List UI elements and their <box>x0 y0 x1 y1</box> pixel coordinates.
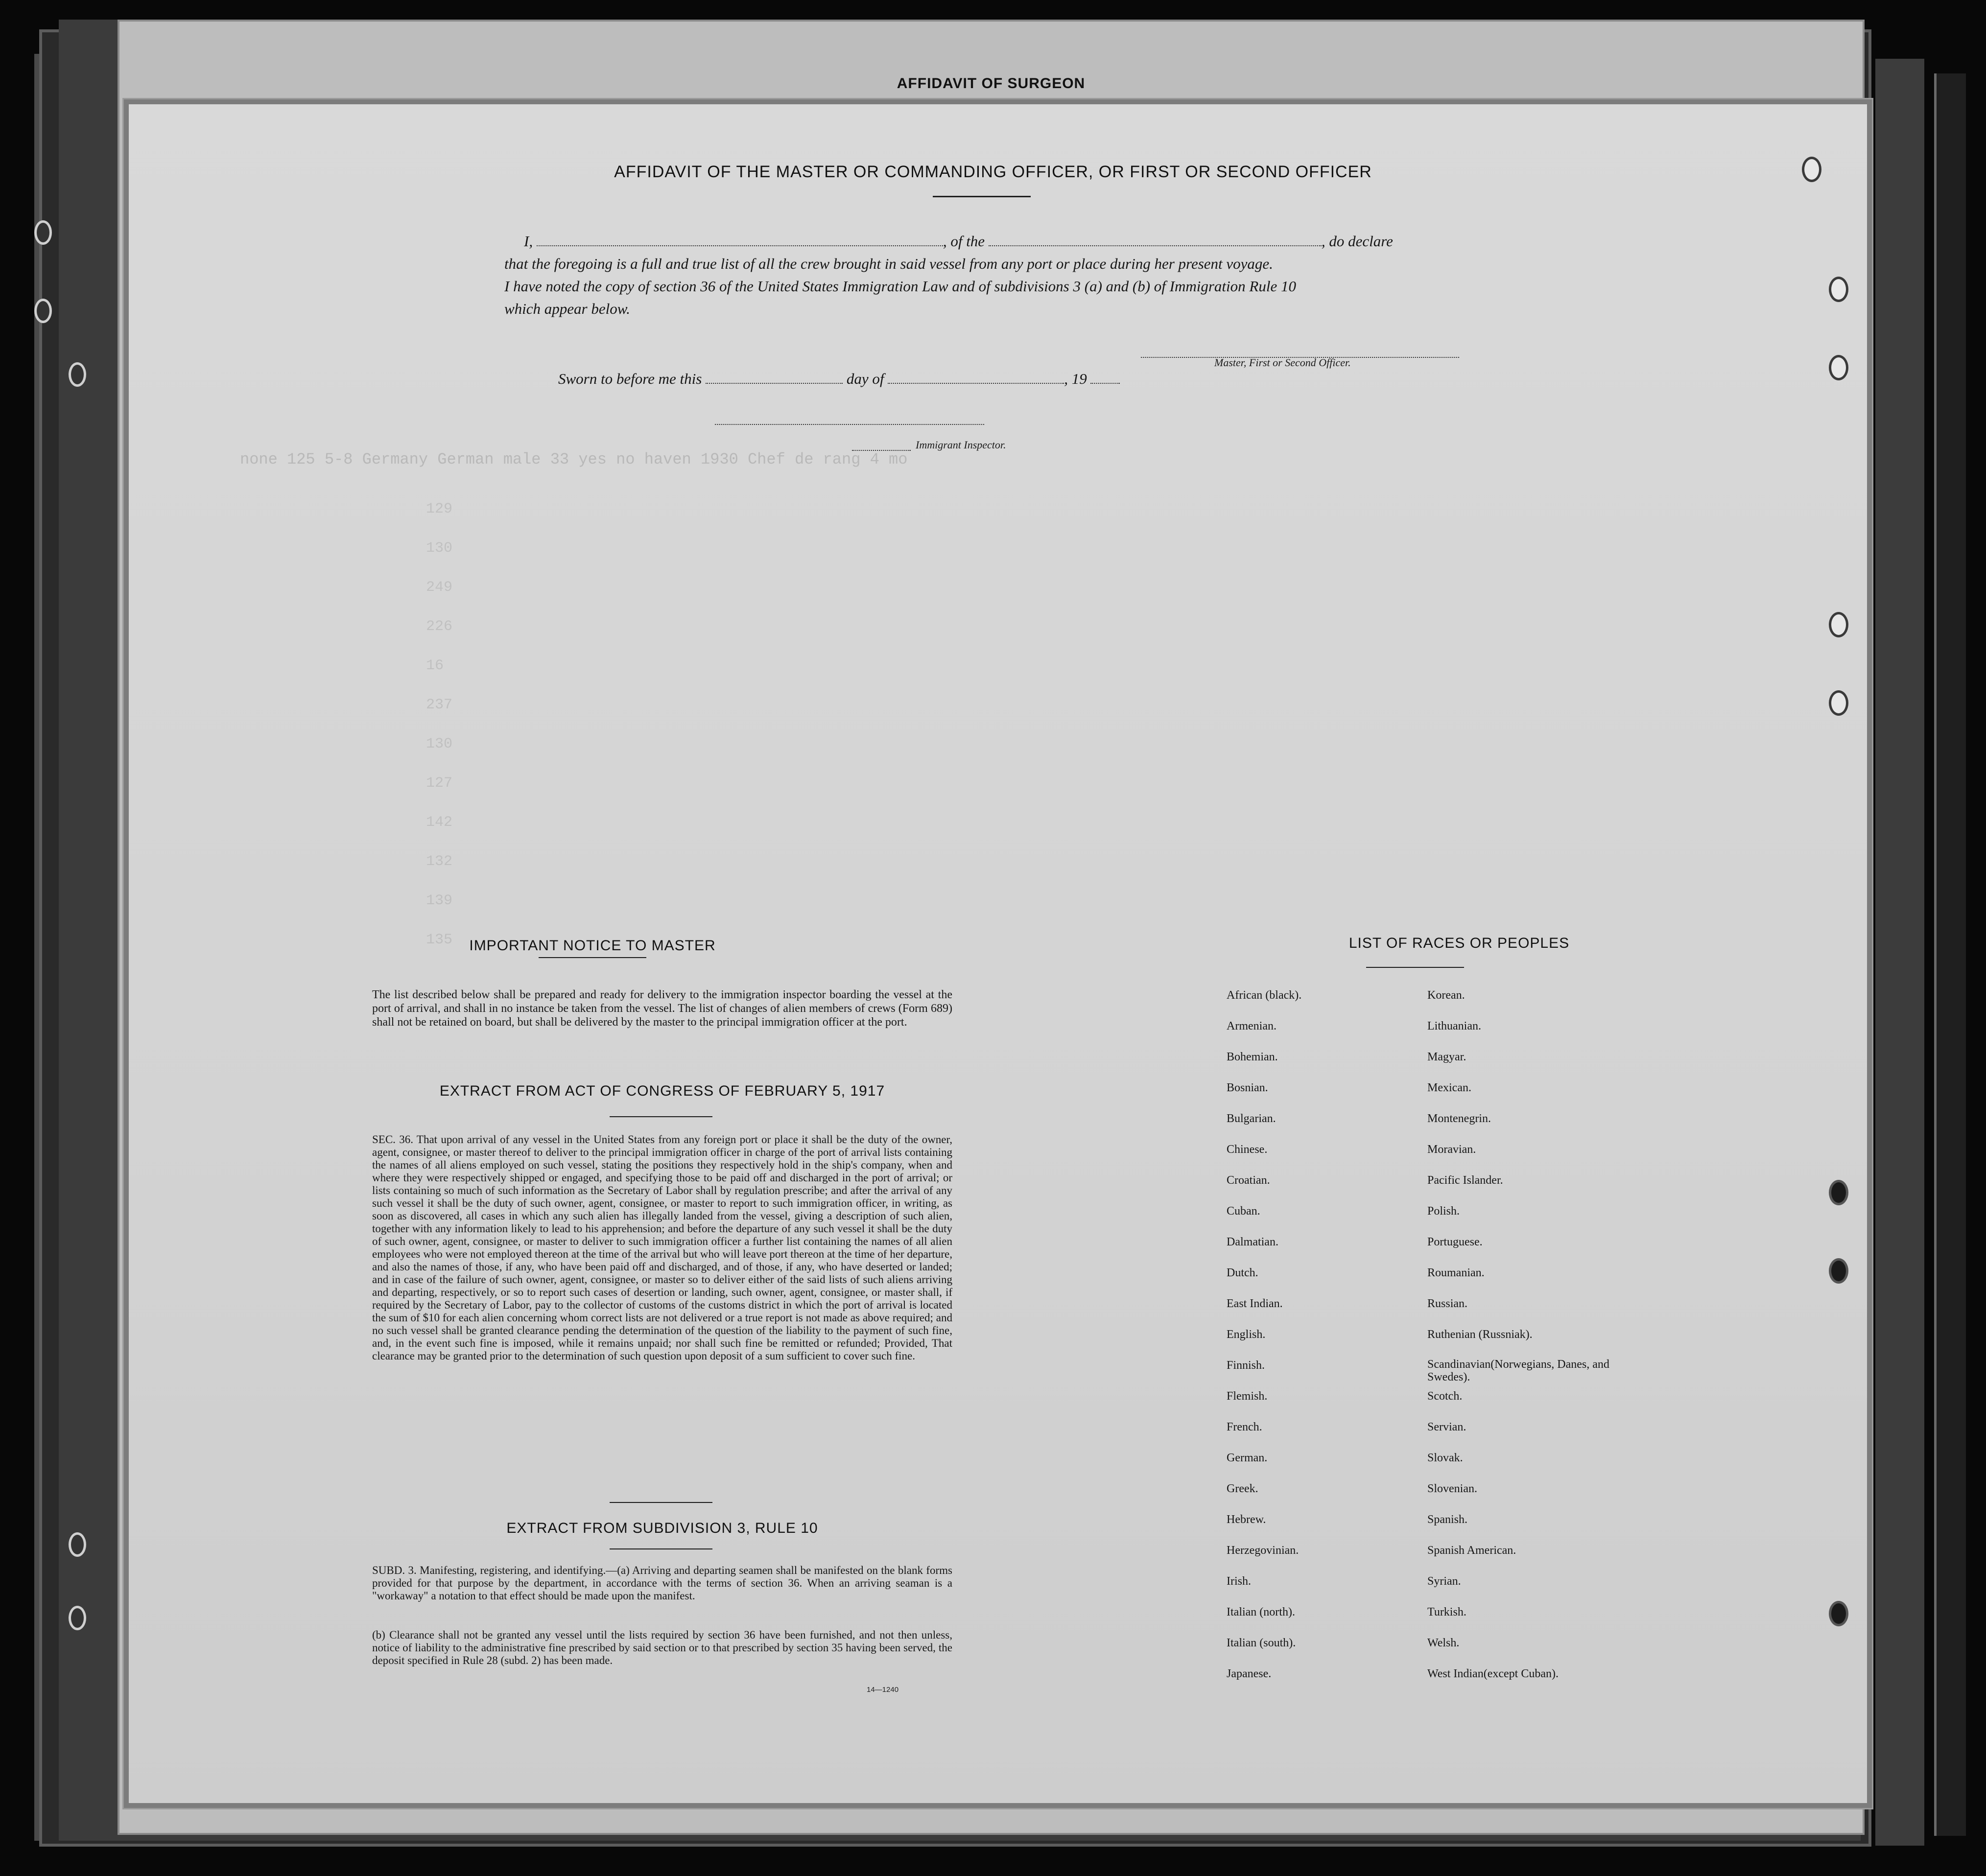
race-item: Syrian. <box>1427 1575 1461 1588</box>
race-item: Montenegrin. <box>1427 1112 1491 1125</box>
punch-hole-icon <box>1829 1180 1848 1205</box>
race-item: Scandinavian(Norwegians, Danes, and Swedes). <box>1427 1358 1609 1384</box>
right-page-edge <box>1875 59 1924 1846</box>
race-item: Russian. <box>1427 1297 1468 1310</box>
inspector-signature-field[interactable] <box>715 412 984 425</box>
race-item: Bosnian. <box>1227 1081 1268 1094</box>
races-right-column <box>1427 988 1633 1697</box>
affidavit-body <box>504 230 1474 320</box>
extract-rule-title: EXTRACT FROM SUBDIVISION 3, RULE 10 <box>506 1520 818 1536</box>
punch-hole-icon <box>1829 1258 1848 1284</box>
race-item: Japanese. <box>1227 1667 1272 1680</box>
master-signature-caption: Master, First or Second Officer. <box>1214 356 1351 369</box>
extract-act-title: EXTRACT FROM ACT OF CONGRESS OF FEBRUARY 5, 1917 <box>439 1083 885 1099</box>
bleed-number: 237 <box>426 697 453 713</box>
affidavit-do-declare: , do declare <box>1321 233 1393 250</box>
bleed-through-numbers <box>426 490 524 960</box>
sworn-month-field[interactable] <box>888 371 1064 384</box>
bleed-number: 135 <box>426 932 453 948</box>
punch-hole-icon <box>1829 277 1848 302</box>
punch-hole-icon <box>1829 1601 1848 1626</box>
affidavit-line-1 <box>504 230 1474 253</box>
inspector-caption: Immigrant Inspector. <box>916 439 1006 451</box>
race-item: Spanish American. <box>1427 1544 1516 1557</box>
bleed-number: 142 <box>426 814 453 831</box>
bleed-number: 130 <box>426 736 453 752</box>
important-notice-title: IMPORTANT NOTICE TO MASTER <box>469 938 716 954</box>
race-item: Italian (south). <box>1227 1637 1296 1649</box>
inspector-short-field[interactable] <box>852 438 911 451</box>
race-item: Italian (north). <box>1227 1606 1295 1618</box>
affidavit-line-4: which appear below. <box>504 300 630 317</box>
sworn-year-prefix: , 19 <box>1064 370 1087 387</box>
important-notice-body: The list described below shall be prepared and ready for delivery to the immigration inspector boarding the vessel at the port of arrival, and shall in no instance be taken from the vessel. The list of changes of alien members of crews (Form 689) shall not be retained on board, but shall be delivered by the master to the principal immigration officer at the port. <box>372 988 952 1029</box>
notice-divider <box>539 957 646 958</box>
race-item: Bulgarian. <box>1227 1112 1276 1125</box>
rule-top-divider <box>610 1502 712 1503</box>
binder-hole-icon <box>69 1532 86 1557</box>
race-item: East Indian. <box>1227 1297 1283 1310</box>
binder-hole-icon <box>69 362 86 387</box>
race-item: Korean. <box>1427 989 1465 1002</box>
sworn-line <box>558 370 1120 388</box>
race-item: Bohemian. <box>1227 1051 1278 1063</box>
vessel-name-field[interactable] <box>989 234 1322 246</box>
race-item: African (black). <box>1227 989 1302 1002</box>
surgeon-affidavit-heading: AFFIDAVIT OF SURGEON <box>897 75 1086 92</box>
extract-rule-para-a: SUBD. 3. Manifesting, registering, and identifying.—(a) Arriving and departing seamen shall be manifested on the blank forms provided for that purpose by the department, in accordance with the terms of section 36. When an arriving seaman is a "workaway" a notation to that effect should be made upon the manifest. <box>372 1564 952 1602</box>
race-item: Greek. <box>1227 1482 1258 1495</box>
bleed-number: 129 <box>426 501 453 517</box>
binder-hole-icon <box>69 1606 86 1630</box>
race-item: Croatian. <box>1227 1174 1270 1187</box>
bleed-through-row: none 125 5-8 Germany German male 33 yes no haven 1930 Chef de rang 4 mo <box>240 450 908 469</box>
races-left-column <box>1227 988 1413 1697</box>
affidavit-line-3: I have noted the copy of section 36 of the United States Immigration Law and of subdivisions 3 (a) and (b) of Immigration Rule 10 <box>504 278 1296 295</box>
right-binding-edge <box>1934 73 1966 1836</box>
bleed-number: 132 <box>426 853 453 870</box>
bleed-number: 139 <box>426 892 453 909</box>
bleed-number: 249 <box>426 579 453 596</box>
bleed-number: 226 <box>426 618 453 635</box>
act-divider <box>610 1116 712 1117</box>
affidavit-title: AFFIDAVIT OF THE MASTER OR COMMANDING OFFICER, OR FIRST OR SECOND OFFICER <box>614 163 1372 181</box>
bleed-number: 130 <box>426 540 453 557</box>
title-divider <box>933 196 1031 197</box>
race-item: Welsh. <box>1427 1637 1460 1649</box>
binder-hole-icon <box>34 299 52 323</box>
race-item: West Indian(except Cuban). <box>1427 1667 1559 1680</box>
race-item: Moravian. <box>1427 1143 1476 1156</box>
race-item: Armenian. <box>1227 1020 1277 1032</box>
race-item: Mexican. <box>1427 1081 1471 1094</box>
punch-hole-icon <box>1829 355 1848 380</box>
races-divider <box>1366 967 1464 968</box>
race-item: Magyar. <box>1427 1051 1466 1063</box>
bleed-number: 16 <box>426 657 444 674</box>
race-item: Scotch. <box>1427 1390 1463 1403</box>
punch-hole-icon <box>1829 612 1848 637</box>
master-name-field[interactable] <box>537 234 943 246</box>
race-item: Herzegovinian. <box>1227 1544 1299 1557</box>
race-item: Slovenian. <box>1427 1482 1477 1495</box>
race-item: Turkish. <box>1427 1606 1466 1618</box>
race-item: Spanish. <box>1427 1513 1468 1526</box>
race-item: Lithuanian. <box>1427 1020 1481 1032</box>
race-item: Finnish. <box>1227 1359 1265 1372</box>
affidavit-of-the: , of the <box>943 233 985 250</box>
sworn-day-field[interactable] <box>706 371 843 384</box>
race-item: Chinese. <box>1227 1143 1268 1156</box>
race-item: French. <box>1227 1421 1262 1433</box>
race-item: Polish. <box>1427 1205 1460 1218</box>
race-item: Pacific Islander. <box>1427 1174 1503 1187</box>
race-item: German. <box>1227 1452 1268 1464</box>
affidavit-line-2: that the foregoing is a full and true list of all the crew brought in said vessel from any port or place during her present voyage. <box>504 255 1273 272</box>
race-item: Hebrew. <box>1227 1513 1266 1526</box>
race-item: Slovak. <box>1427 1452 1463 1464</box>
sworn-year-field[interactable] <box>1090 371 1120 384</box>
sworn-day-of: day of <box>846 370 884 387</box>
race-item: Flemish. <box>1227 1390 1268 1403</box>
extract-act-body: SEC. 36. That upon arrival of any vessel in the United States from any foreign port or place it shall be the duty of the owner, agent, consignee, or master thereof to deliver to the principal immigration officer in charge of the port of arrival lists containing the names of all aliens employed on such vessel, stating the positions they respectively hold in the ship's company, when and where they were respectively shipped or engaged, and specifying those to be paid off and discharged in the port of arrival; or lists containing so much of such information as the Secretary of Labor shall by regulation prescribe; and after the arrival of any such vessel it shall be the duty of such owner, agent, consignee, or master to report to such immigration officer, in writing, as soon as discovered, all cases in which any such alien has illegally landed from the vessel, giving a description of such alien, together with any information likely to lead to his apprehension; and before the departure of any such vessel it shall be the duty of such owner, agent, consignee, or master to deliver to such immigration officer a further list containing the names of all alien employees who were not employed thereon at the time of the arrival but who will leave port thereon at the time of her departure, and also the names of those, if any, who have been paid off and discharged, and of those, if any, who have deserted or landed; and in case of the failure of such owner, agent, consignee, or master so to deliver either of the said lists of such aliens arriving and departing, respectively, or so to report such cases of desertion or landing, such owner, agent, consignee, or master shall, if required by the Secretary of Labor, pay to the collector of customs of the customs district in which the port of arrival is located the sum of $10 for each alien concerning whom correct lists are not delivered or a true report is not made as above required; and no such vessel shall be granted clearance pending the determination of the question of the liability to the payment of such fine, and, in the event such fine is imposed, while it remains unpaid; nor shall such fine be remitted or refunded; Provided, That clearance may be granted prior to the determination of such question upon deposit of a sum sufficient to cover such fine. <box>372 1133 952 1362</box>
binder-hole-icon <box>34 220 52 245</box>
form-number: 14—1240 <box>867 1686 899 1694</box>
rule-bottom-divider <box>610 1548 712 1549</box>
race-item: Portuguese. <box>1427 1236 1483 1248</box>
race-item: Dutch. <box>1227 1266 1258 1279</box>
bleed-number: 127 <box>426 775 453 792</box>
race-item: Servian. <box>1427 1421 1466 1433</box>
race-item: Dalmatian. <box>1227 1236 1278 1248</box>
races-title: LIST OF RACES OR PEOPLES <box>1348 935 1570 951</box>
race-item: Cuban. <box>1227 1205 1260 1218</box>
race-item: Irish. <box>1227 1575 1251 1588</box>
race-item: Ruthenian (Russniak). <box>1427 1328 1533 1341</box>
sworn-text: Sworn to before me this <box>558 370 702 387</box>
affidavit-i: I, <box>524 233 533 250</box>
punch-hole-icon <box>1829 690 1848 716</box>
race-item: English. <box>1227 1328 1266 1341</box>
race-item: Roumanian. <box>1427 1266 1485 1279</box>
extract-rule-para-b: (b) Clearance shall not be granted any vessel until the lists required by section 36 have been furnished, and not then unless, notice of liability to the administrative fine prescribed by said section or to that prescribed by section 35 having been served, the deposit specified in Rule 28 (subd. 2) has been made. <box>372 1629 952 1666</box>
